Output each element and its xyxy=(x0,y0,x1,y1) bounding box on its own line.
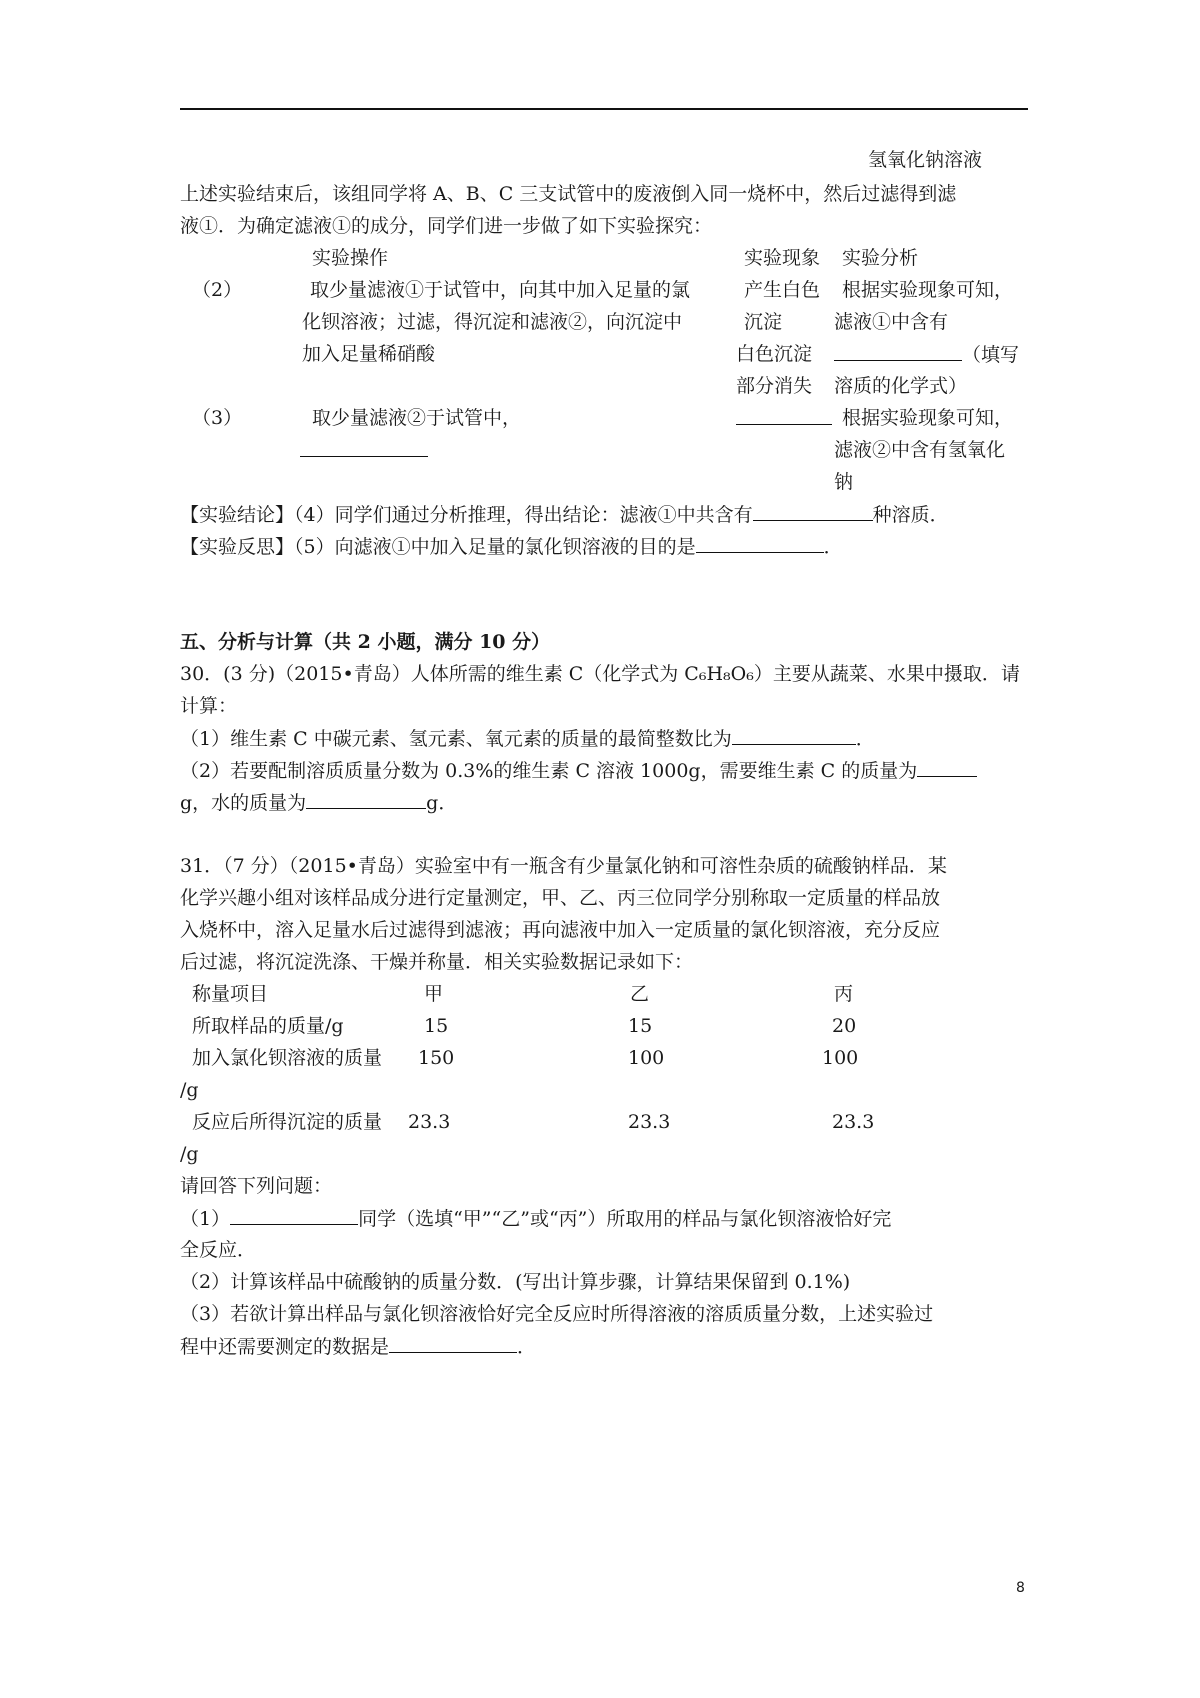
exp-row2-analysis-4: 溶质的化学式） xyxy=(834,375,968,397)
q31-row2-jia: 150 xyxy=(418,1047,455,1069)
exp-row2-phen-2: 沉淀 xyxy=(744,311,783,333)
q31-part-3b: 程中还需要测定的数据是 ． xyxy=(180,1330,536,1363)
conclusion-line: 【实验结论】（4）同学们通过分析推理，得出结论：滤液①中共含有 种溶质． xyxy=(180,498,949,531)
q31-row2-label-unit: /g xyxy=(180,1079,199,1101)
q31-row2-yi: 100 xyxy=(628,1047,665,1069)
q31-line-4: 后过滤，将沉淀洗涤、干燥并称量．相关实验数据记录如下： xyxy=(180,951,694,973)
exp-row2-number: （2） xyxy=(192,279,243,301)
answer-blank-phenomenon[interactable] xyxy=(736,402,832,425)
exp-header-operation: 实验操作 xyxy=(312,247,389,269)
q31-part-1-line2: 全反应． xyxy=(180,1239,257,1261)
section-5-title: 五、分析与计算（共 2 小题，满分 10 分） xyxy=(180,631,551,653)
answer-blank-solutes[interactable] xyxy=(834,338,962,361)
answer-blank-operation[interactable] xyxy=(300,434,428,457)
q31-row2-bing: 100 xyxy=(822,1047,859,1069)
q31-row3-label-unit: /g xyxy=(180,1143,199,1165)
reflection-line: 【实验反思】（5）向滤液①中加入足量的氯化钡溶液的目的是 ． xyxy=(180,530,843,563)
q31-row3-yi: 23.3 xyxy=(628,1111,671,1133)
q31-row2-label: 加入氯化钡溶液的质量 xyxy=(192,1047,383,1069)
exp-row2-phen-4: 部分消失 xyxy=(736,375,813,397)
exp-row2-analysis-2: 滤液①中含有 xyxy=(834,311,949,333)
q30-part-2a: （2）若要配制溶质质量分数为 0.3%的维生素 C 溶液 1000g，需要维生素 C 的质量为 xyxy=(180,754,977,787)
q31-table-header-yi: 乙 xyxy=(630,983,650,1005)
answer-blank-mass-ratio[interactable] xyxy=(732,722,856,745)
header-rule xyxy=(180,108,1028,110)
q31-table-header-jia: 甲 xyxy=(424,983,444,1005)
exp-row2-phen-1: 产生白色 xyxy=(744,279,821,301)
exp-row2-op-line3: 加入足量稀硝酸 xyxy=(302,343,436,365)
exp-row2-op-line2: 化钡溶液；过滤，得沉淀和滤液②，向沉淀中 xyxy=(302,311,683,333)
q31-part-2: （2）计算该样品中硫酸钠的质量分数．(写出计算步骤，计算结果保留到 0.1%) xyxy=(180,1271,851,1293)
q31-line-1: 31．（7 分）（2015•青岛）实验室中有一瓶含有少量氯化钠和可溶性杂质的硫酸钠样品．某 xyxy=(180,855,947,877)
page-number: 8 xyxy=(1016,1580,1025,1596)
exp-header-phenomenon: 实验现象 xyxy=(744,247,821,269)
q31-row1-yi: 15 xyxy=(628,1015,653,1037)
exp-row2-analysis-1: 根据实验现象可知， xyxy=(842,279,1014,301)
q30-line-2: 计算： xyxy=(180,695,238,717)
answer-blank-student[interactable] xyxy=(230,1202,358,1225)
q31-line-3: 入烧杯中，溶入足量水后过滤得到滤液；再向滤液中加入一定质量的氯化钡溶液，充分反应 xyxy=(180,919,941,941)
q31-table-header-item: 称量项目 xyxy=(192,983,269,1005)
intro-line-2: 液①．为确定滤液①的成分，同学们进一步做了如下实验探究： xyxy=(180,215,713,237)
q31-row3-label: 反应后所得沉淀的质量 xyxy=(192,1111,383,1133)
exp-row3-analysis-3: 钠 xyxy=(834,471,854,493)
q30-part-2b: g，水的质量为 g． xyxy=(180,786,457,819)
q30-part-1: （1）维生素 C 中碳元素、氢元素、氧元素的质量的最简整数比为 ． xyxy=(180,722,875,755)
answer-blank-extra-data[interactable] xyxy=(389,1330,517,1353)
exp-row3-op: 取少量滤液②于试管中， xyxy=(312,407,522,429)
exp-row3-op-blank-wrap xyxy=(300,434,428,467)
q31-line-2: 化学兴趣小组对该样品成分进行定量测定，甲、乙、丙三位同学分别称取一定质量的样品放 xyxy=(180,887,941,909)
q31-row1-label: 所取样品的质量/g xyxy=(192,1015,344,1037)
q31-row3-jia: 23.3 xyxy=(408,1111,451,1133)
exp-row3-number: （3） xyxy=(192,407,243,429)
top-label: 氢氧化钠溶液 xyxy=(868,149,983,171)
answer-blank-count[interactable] xyxy=(753,498,873,521)
answer-blank-water-mass[interactable] xyxy=(306,786,426,809)
answer-blank-vitc-mass[interactable] xyxy=(917,754,977,777)
q31-prompt: 请回答下列问题： xyxy=(180,1175,333,1197)
q31-table-header-bing: 丙 xyxy=(834,983,854,1005)
answer-blank-purpose[interactable] xyxy=(696,530,824,553)
q31-row1-bing: 20 xyxy=(832,1015,857,1037)
q31-row1-jia: 15 xyxy=(424,1015,449,1037)
q31-row3-bing: 23.3 xyxy=(832,1111,875,1133)
exp-row2-analysis-3: （填写 xyxy=(834,338,1019,371)
exp-row3-analysis-2: 滤液②中含有氢氧化 xyxy=(834,439,1006,461)
exp-row2-op-line1: 取少量滤液①于试管中，向其中加入足量的氯 xyxy=(310,279,691,301)
exp-row2-phen-3: 白色沉淀 xyxy=(736,343,813,365)
exp-row3-analysis-1: 根据实验现象可知， xyxy=(842,407,1014,429)
q31-part-1: （1） 同学（选填“甲”“乙”或“丙”）所取用的样品与氯化钡溶液恰好完 xyxy=(180,1202,891,1235)
exp-row3-phen-blank-wrap xyxy=(736,402,832,435)
intro-line-1: 上述实验结束后，该组同学将 A、B、C 三支试管中的废液倒入同一烧杯中，然后过滤得到滤 xyxy=(180,183,957,205)
exp-header-analysis: 实验分析 xyxy=(842,247,919,269)
q30-line-1: 30．(3 分)（2015•青岛）人体所需的维生素 C（化学式为 C₆H₈O₆）主要从蔬菜、水果中摄取．请 xyxy=(180,663,1020,685)
q31-part-3a: （3）若欲计算出样品与氯化钡溶液恰好完全反应时所得溶液的溶质质量分数，上述实验过 xyxy=(180,1303,934,1325)
